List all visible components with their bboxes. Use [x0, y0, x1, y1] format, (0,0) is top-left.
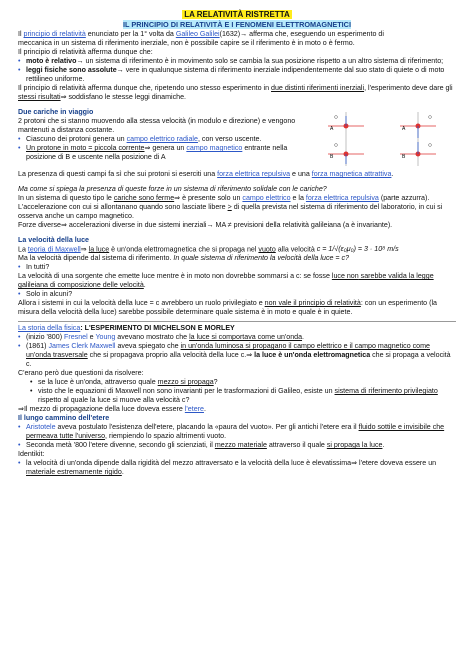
diagram-left-panel	[328, 112, 364, 166]
history-text-2: ⇒Il mezzo di propagazione della luce doveva essere l'etere.	[18, 405, 206, 414]
light-bullet-1: • In tutti?	[18, 263, 456, 272]
intro-line-3: Il principio di relatività afferma dunque che:	[18, 48, 153, 56]
question-text: Ma come si spiega la presenza di queste forze in un sistema di riferimento solidale con le cariche?	[18, 185, 327, 193]
page-subtitle: IL PRINCIPIO DI RELATIVITÀ E I FENOMENI ELETTROMAGNETICI	[123, 20, 351, 29]
light-text-4: Allora i sistemi in cui la velocità della luce = c avrebbero un ruolo privilegiato e non vale il principio di relatività: con un esperimento (la misura della velocità della luce) sarebbe possibile determinare quale sistema è in moto e quale è in quiete.	[18, 299, 437, 317]
galileo-link[interactable]: Galileo Galilei	[175, 30, 220, 38]
charges-text-2: La presenza di questi campi fa sì che sui protoni si eserciti una forza elettrica repulsiva e una forza magnetica attrattiva.	[18, 170, 394, 178]
diagram-right-panel	[400, 112, 436, 166]
light-text-2: Ma la velocità dipende dal sistema di riferimento. In quale sistema di riferimento la velocità della luce = c?	[18, 254, 350, 263]
intro-line-2: meccanica in un sistema di riferimento inerziale, non è possibile capire se il riferimento è in moto o è fermo.	[18, 39, 355, 47]
question-conclusion: Forze diverse⇒ accelerazioni diverse in due sistemi inerziali→ MA ≠ previsioni della relatività galileiana (a è invariante).	[18, 221, 393, 229]
label-b-left: B	[330, 154, 334, 160]
principle-link[interactable]: principio di relatività	[23, 30, 86, 38]
ether-bullet-1: • Aristotele aveva postulato l'esistenza dell'etere, placando la «paura del vuoto». Per gli antichi l'etere era il fluido sottile e invisibile che permeava tutte l'universo, riempiendo lo spazio altrimenti vuoto.	[18, 423, 456, 441]
history-heading: La storia della fisica: L'ESPERIMENTO DI MICHELSON E MORLEY	[18, 324, 235, 333]
history-sub-1: • se la luce è un'onda, attraverso quale mezzo si propaga?	[18, 378, 456, 387]
charges-text-1: 2 protoni che si stanno muovendo alla stessa velocità (in modulo e direzione) e vengono mantenuti a distanza costante.	[18, 117, 296, 134]
ether-text-1: Identikit:	[18, 450, 45, 459]
label-a-left: A	[330, 126, 334, 132]
maxwell-link[interactable]: teoria di Maxwell	[27, 245, 81, 254]
label-b-right: B	[402, 154, 406, 160]
light-text-1: La teoria di Maxwell⇒ la luce è un'onda elettromagnetica che si propaga nel vuoto alla velocità c = 1/√(ε₀μ₀) = 3 · 10⁸ m/s	[18, 245, 399, 254]
question-answer: In un sistema di questo tipo le cariche sono ferme⇒ è presente solo un campo elettrico e la forza elettrica repulsiva (parte azzurra). L'accelerazione con cui si allontanano quando sono lasciate libere > di quella prevista nel sistema di riferimento del laboratorio, in cui si osserva anche un campo magnetico.	[18, 194, 443, 220]
history-sub-2: • visto che le equazioni di Maxwell non sono invarianti per le trasformazioni di Galileo, esiste un sistema di riferimento privilegiato rispetto al quale la luce si muove alla velocità c?	[18, 387, 456, 405]
intro-paragraph: Il principio di relatività afferma dunque che, ripetendo uno stesso esperimento in due distinti riferimenti inerziali, l'esperimento deve dare gli stessi risultati⇒ soddisfano le stesse leggi dinamiche.	[18, 84, 453, 101]
ether-bullet-3: • la velocità di un'onda dipende dalla rigidità del mezzo attraversato e la velocità della luce è elevatissima⇒ l'etere doveva essere un materiale estremamente rigido.	[18, 459, 456, 477]
history-text-1: C'erano però due questioni da risolvere:	[18, 369, 144, 378]
intro-line-1: Il principio di relatività enunciato per la 1° volta da Galileo Galilei(1632)→ afferma che, eseguendo un esperimento di	[18, 30, 384, 38]
intro-bullet-2: • leggi fisiche sono assolute→ vere in qualunque sistema di riferimento inerziale indipendentemente dal suo stato di quiete o di moto rettilineo uniforme.	[18, 66, 456, 84]
charges-bullet-2: • Un protone in moto = piccola corrente⇒ genera un campo magnetico entrante nella posizione di B e uscente nella posizione di A	[18, 144, 300, 162]
history-bullet-2: • (1861) James Clerk Maxwell aveva spiegato che in un'onda luminosa si propagano il campo elettrico e il campo magnetico come un'onda trasversale che si propagava proprio alla velocità della luce c.⇒ la luce è un'onda elettromagnetica che si propaga a velocità c.	[18, 342, 456, 369]
ether-heading: Il lungo cammino dell'etere	[18, 414, 110, 423]
light-bullet-2: • Solo in alcuni?	[18, 290, 456, 299]
light-text-3: La velocità di una sorgente che emette luce mentre è in moto non dovrebbe sommarsi a c: se fosse luce non sarebbe valida la legge galileiana di composizione delle velocità.	[18, 272, 434, 290]
history-bullet-1: • (inizio '800) Fresnel e Young avevano mostrato che la luce si comportava come un'onda.	[18, 333, 456, 342]
charges-bullet-1: • Ciascuno dei protoni genera un campo elettrico radiale, con verso uscente.	[18, 135, 300, 144]
label-a-right: A	[402, 126, 406, 132]
light-heading: La velocità della luce	[18, 236, 89, 244]
divider	[18, 321, 456, 322]
intro-bullet-1: • moto è relativo→ un sistema di riferimento è in movimento solo se cambia la sua posizione rispetto a un altro sistema di riferimento;	[18, 57, 456, 66]
page-title: LA RELATIVITÀ RISTRETTA	[184, 10, 290, 19]
charges-heading: Due cariche in viaggio	[18, 108, 94, 116]
ether-bullet-2: • Seconda metà '800 l'etere divenne, secondo gli scienziati, il mezzo materiale attraverso il quale si propaga la luce.	[18, 441, 456, 450]
light-speed-formula: c = 1/√(ε₀μ₀) = 3 · 10⁸ m/s	[316, 245, 399, 253]
charges-section	[18, 108, 456, 170]
protons-diagram	[306, 108, 456, 170]
